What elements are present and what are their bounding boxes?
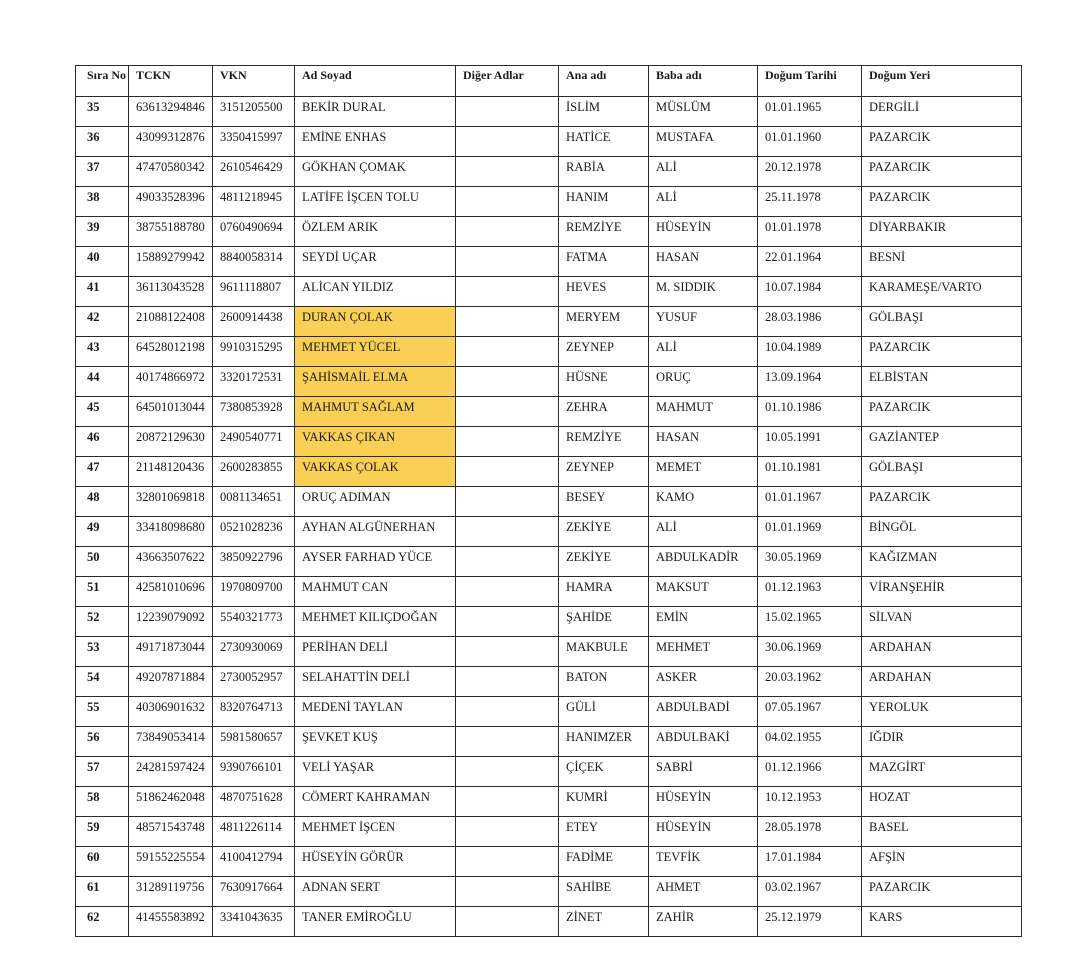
table-row xyxy=(76,247,1022,277)
cell-dogum-yeri: HOZAT xyxy=(862,787,1022,817)
cell-vkn: 2600283855 xyxy=(213,457,295,487)
cell-vkn: 0521028236 xyxy=(213,517,295,547)
cell-dogum-yeri: SİLVAN xyxy=(862,607,1022,637)
cell-tckn: 20872129630 xyxy=(129,427,213,457)
cell-diger-adlar xyxy=(456,397,559,427)
table-row xyxy=(76,607,1022,637)
cell-diger-adlar xyxy=(456,337,559,367)
cell-baba-adi: MEMET xyxy=(649,457,758,487)
header-diger-adlar: Diğer Adlar xyxy=(456,66,559,97)
cell-ana-adi: HANIM xyxy=(559,187,649,217)
cell-dogum-tarihi: 01.01.1967 xyxy=(758,487,862,517)
cell-vkn: 2730052957 xyxy=(213,667,295,697)
cell-ana-adi: MERYEM xyxy=(559,307,649,337)
cell-sira-no: 39 xyxy=(76,217,129,247)
table-row xyxy=(76,397,1022,427)
cell-diger-adlar xyxy=(456,787,559,817)
cell-tckn: 43099312876 xyxy=(129,127,213,157)
cell-dogum-yeri: AFŞİN xyxy=(862,847,1022,877)
cell-ana-adi: ZEYNEP xyxy=(559,457,649,487)
cell-diger-adlar xyxy=(456,157,559,187)
table-row xyxy=(76,727,1022,757)
cell-tckn: 43663507622 xyxy=(129,547,213,577)
cell-ad-soyad: ŞEVKET KUŞ xyxy=(295,727,456,757)
cell-sira-no: 45 xyxy=(76,397,129,427)
cell-dogum-yeri: ARDAHAN xyxy=(862,637,1022,667)
cell-ana-adi: HÜSNE xyxy=(559,367,649,397)
cell-tckn: 64501013044 xyxy=(129,397,213,427)
cell-dogum-tarihi: 07.05.1967 xyxy=(758,697,862,727)
cell-vkn: 5540321773 xyxy=(213,607,295,637)
cell-sira-no: 57 xyxy=(76,757,129,787)
cell-diger-adlar xyxy=(456,817,559,847)
cell-baba-adi: ALİ xyxy=(649,187,758,217)
cell-diger-adlar xyxy=(456,757,559,787)
cell-ana-adi: HATİCE xyxy=(559,127,649,157)
cell-dogum-yeri: KARS xyxy=(862,907,1022,937)
cell-diger-adlar xyxy=(456,457,559,487)
cell-dogum-tarihi: 01.12.1966 xyxy=(758,757,862,787)
records-table xyxy=(75,65,1022,937)
cell-baba-adi: ABDULBADİ xyxy=(649,697,758,727)
cell-ana-adi: HAMRA xyxy=(559,577,649,607)
cell-vkn: 8320764713 xyxy=(213,697,295,727)
cell-baba-adi: ALİ xyxy=(649,157,758,187)
cell-ana-adi: ŞAHİDE xyxy=(559,607,649,637)
cell-sira-no: 62 xyxy=(76,907,129,937)
cell-baba-adi: MÜSLÜM xyxy=(649,97,758,127)
cell-ana-adi: ZEYNEP xyxy=(559,337,649,367)
cell-vkn: 9611118807 xyxy=(213,277,295,307)
cell-dogum-tarihi: 28.05.1978 xyxy=(758,817,862,847)
cell-ad-soyad: MEHMET YÜCEL xyxy=(295,337,456,367)
cell-vkn: 3151205500 xyxy=(213,97,295,127)
cell-baba-adi: ORUÇ xyxy=(649,367,758,397)
cell-dogum-tarihi: 25.12.1979 xyxy=(758,907,862,937)
cell-ad-soyad: CÖMERT KAHRAMAN xyxy=(295,787,456,817)
cell-diger-adlar xyxy=(456,577,559,607)
cell-ad-soyad: GÖKHAN ÇOMAK xyxy=(295,157,456,187)
cell-baba-adi: M. SIDDIK xyxy=(649,277,758,307)
table-row xyxy=(76,217,1022,247)
table-row xyxy=(76,697,1022,727)
cell-sira-no: 49 xyxy=(76,517,129,547)
cell-dogum-tarihi: 01.12.1963 xyxy=(758,577,862,607)
table-row xyxy=(76,457,1022,487)
table-row xyxy=(76,277,1022,307)
table-row xyxy=(76,637,1022,667)
cell-tckn: 49033528396 xyxy=(129,187,213,217)
cell-tckn: 38755188780 xyxy=(129,217,213,247)
cell-ana-adi: RABİA xyxy=(559,157,649,187)
cell-ad-soyad: ÖZLEM ARIK xyxy=(295,217,456,247)
cell-ana-adi: REMZİYE xyxy=(559,427,649,457)
cell-tckn: 12239079092 xyxy=(129,607,213,637)
header-baba-adi: Baba adı xyxy=(649,66,758,97)
cell-sira-no: 37 xyxy=(76,157,129,187)
cell-ana-adi: FATMA xyxy=(559,247,649,277)
cell-ad-soyad: VAKKAS ÇOLAK xyxy=(295,457,456,487)
cell-sira-no: 50 xyxy=(76,547,129,577)
cell-diger-adlar xyxy=(456,547,559,577)
header-ad-soyad: Ad Soyad xyxy=(295,66,456,97)
cell-vkn: 1970809700 xyxy=(213,577,295,607)
cell-diger-adlar xyxy=(456,907,559,937)
cell-dogum-yeri: YEROLUK xyxy=(862,697,1022,727)
cell-ad-soyad: LATİFE İŞCEN TOLU xyxy=(295,187,456,217)
cell-vkn: 4811218945 xyxy=(213,187,295,217)
table-row xyxy=(76,667,1022,697)
cell-ad-soyad: ŞAHİSMAİL ELMA xyxy=(295,367,456,397)
cell-tckn: 73849053414 xyxy=(129,727,213,757)
cell-baba-adi: HASAN xyxy=(649,247,758,277)
table-row xyxy=(76,847,1022,877)
cell-dogum-yeri: IĞDIR xyxy=(862,727,1022,757)
cell-sira-no: 60 xyxy=(76,847,129,877)
table-row xyxy=(76,127,1022,157)
cell-diger-adlar xyxy=(456,97,559,127)
cell-dogum-tarihi: 17.01.1984 xyxy=(758,847,862,877)
cell-dogum-tarihi: 04.02.1955 xyxy=(758,727,862,757)
cell-sira-no: 35 xyxy=(76,97,129,127)
cell-dogum-yeri: GÖLBAŞI xyxy=(862,457,1022,487)
table-row xyxy=(76,487,1022,517)
cell-sira-no: 41 xyxy=(76,277,129,307)
cell-vkn: 0081134651 xyxy=(213,487,295,517)
cell-tckn: 15889279942 xyxy=(129,247,213,277)
cell-ana-adi: ZEKİYE xyxy=(559,517,649,547)
cell-vkn: 4811226114 xyxy=(213,817,295,847)
cell-baba-adi: HÜSEYİN xyxy=(649,817,758,847)
cell-vkn: 2730930069 xyxy=(213,637,295,667)
cell-tckn: 59155225554 xyxy=(129,847,213,877)
cell-baba-adi: HÜSEYİN xyxy=(649,217,758,247)
cell-diger-adlar xyxy=(456,307,559,337)
cell-ana-adi: MAKBULE xyxy=(559,637,649,667)
cell-sira-no: 59 xyxy=(76,817,129,847)
cell-tckn: 21088122408 xyxy=(129,307,213,337)
cell-vkn: 2490540771 xyxy=(213,427,295,457)
cell-tckn: 41455583892 xyxy=(129,907,213,937)
cell-sira-no: 36 xyxy=(76,127,129,157)
cell-ana-adi: ZEKİYE xyxy=(559,547,649,577)
cell-vkn: 2610546429 xyxy=(213,157,295,187)
cell-vkn: 7380853928 xyxy=(213,397,295,427)
cell-ana-adi: REMZİYE xyxy=(559,217,649,247)
cell-baba-adi: ZAHİR xyxy=(649,907,758,937)
cell-sira-no: 38 xyxy=(76,187,129,217)
cell-dogum-yeri: DERGİLİ xyxy=(862,97,1022,127)
cell-ana-adi: BATON xyxy=(559,667,649,697)
table-row xyxy=(76,577,1022,607)
cell-dogum-yeri: BESNİ xyxy=(862,247,1022,277)
cell-diger-adlar xyxy=(456,217,559,247)
cell-ad-soyad: MEHMET İŞCEN xyxy=(295,817,456,847)
cell-ad-soyad: SEYDİ UÇAR xyxy=(295,247,456,277)
cell-dogum-yeri: PAZARCIK xyxy=(862,187,1022,217)
cell-baba-adi: KAMO xyxy=(649,487,758,517)
cell-dogum-yeri: PAZARCIK xyxy=(862,397,1022,427)
cell-ad-soyad: VAKKAS ÇIKAN xyxy=(295,427,456,457)
cell-ad-soyad: ORUÇ ADIMAN xyxy=(295,487,456,517)
cell-dogum-yeri: GÖLBAŞI xyxy=(862,307,1022,337)
cell-dogum-yeri: DİYARBAKIR xyxy=(862,217,1022,247)
cell-ad-soyad: DURAN ÇOLAK xyxy=(295,307,456,337)
table-row xyxy=(76,157,1022,187)
cell-ana-adi: İSLİM xyxy=(559,97,649,127)
cell-tckn: 40174866972 xyxy=(129,367,213,397)
cell-vkn: 5981580657 xyxy=(213,727,295,757)
cell-sira-no: 53 xyxy=(76,637,129,667)
cell-tckn: 49207871884 xyxy=(129,667,213,697)
cell-dogum-tarihi: 01.10.1986 xyxy=(758,397,862,427)
document-page xyxy=(75,65,1021,937)
cell-vkn: 2600914438 xyxy=(213,307,295,337)
cell-diger-adlar xyxy=(456,697,559,727)
cell-ana-adi: KUMRİ xyxy=(559,787,649,817)
cell-tckn: 21148120436 xyxy=(129,457,213,487)
cell-vkn: 9390766101 xyxy=(213,757,295,787)
header-dogum-tarihi: Doğum Tarihi xyxy=(758,66,862,97)
cell-sira-no: 40 xyxy=(76,247,129,277)
cell-ad-soyad: EMİNE ENHAS xyxy=(295,127,456,157)
cell-ad-soyad: AYSER FARHAD YÜCE xyxy=(295,547,456,577)
cell-diger-adlar xyxy=(456,877,559,907)
cell-ad-soyad: BEKİR DURAL xyxy=(295,97,456,127)
cell-dogum-tarihi: 01.10.1981 xyxy=(758,457,862,487)
cell-baba-adi: HASAN xyxy=(649,427,758,457)
cell-sira-no: 54 xyxy=(76,667,129,697)
cell-dogum-yeri: KARAMEŞE/VARTO xyxy=(862,277,1022,307)
cell-sira-no: 46 xyxy=(76,427,129,457)
cell-baba-adi: ALİ xyxy=(649,337,758,367)
cell-dogum-tarihi: 01.01.1965 xyxy=(758,97,862,127)
cell-baba-adi: YUSUF xyxy=(649,307,758,337)
table-row xyxy=(76,817,1022,847)
cell-dogum-tarihi: 22.01.1964 xyxy=(758,247,862,277)
cell-sira-no: 43 xyxy=(76,337,129,367)
cell-sira-no: 52 xyxy=(76,607,129,637)
cell-ad-soyad: AYHAN ALGÜNERHAN xyxy=(295,517,456,547)
table-header-row xyxy=(76,66,1022,97)
cell-dogum-yeri: ARDAHAN xyxy=(862,667,1022,697)
cell-dogum-tarihi: 10.12.1953 xyxy=(758,787,862,817)
cell-vkn: 3341043635 xyxy=(213,907,295,937)
cell-sira-no: 51 xyxy=(76,577,129,607)
cell-baba-adi: ASKER xyxy=(649,667,758,697)
cell-diger-adlar xyxy=(456,247,559,277)
cell-dogum-yeri: KAĞIZMAN xyxy=(862,547,1022,577)
cell-dogum-tarihi: 25.11.1978 xyxy=(758,187,862,217)
table-row xyxy=(76,907,1022,937)
cell-tckn: 36113043528 xyxy=(129,277,213,307)
cell-dogum-tarihi: 20.12.1978 xyxy=(758,157,862,187)
cell-vkn: 7630917664 xyxy=(213,877,295,907)
header-dogum-yeri: Doğum Yeri xyxy=(862,66,1022,97)
cell-baba-adi: EMİN xyxy=(649,607,758,637)
cell-dogum-yeri: PAZARCIK xyxy=(862,877,1022,907)
cell-dogum-yeri: PAZARCIK xyxy=(862,127,1022,157)
cell-dogum-yeri: BASEL xyxy=(862,817,1022,847)
cell-ana-adi: GÜLİ xyxy=(559,697,649,727)
cell-dogum-yeri: BİNGÖL xyxy=(862,517,1022,547)
cell-baba-adi: TEVFİK xyxy=(649,847,758,877)
cell-baba-adi: ABDULKADİR xyxy=(649,547,758,577)
cell-ad-soyad: MAHMUT SAĞLAM xyxy=(295,397,456,427)
cell-dogum-yeri: VİRANŞEHİR xyxy=(862,577,1022,607)
cell-diger-adlar xyxy=(456,637,559,667)
table-row xyxy=(76,307,1022,337)
table-row xyxy=(76,367,1022,397)
cell-sira-no: 48 xyxy=(76,487,129,517)
cell-dogum-yeri: PAZARCIK xyxy=(862,487,1022,517)
cell-dogum-yeri: MAZGİRT xyxy=(862,757,1022,787)
cell-tckn: 64528012198 xyxy=(129,337,213,367)
table-row xyxy=(76,517,1022,547)
cell-sira-no: 42 xyxy=(76,307,129,337)
cell-dogum-tarihi: 30.06.1969 xyxy=(758,637,862,667)
cell-dogum-yeri: PAZARCIK xyxy=(862,337,1022,367)
cell-ana-adi: ZEHRA xyxy=(559,397,649,427)
table-body xyxy=(76,97,1022,937)
cell-dogum-tarihi: 01.01.1960 xyxy=(758,127,862,157)
cell-ad-soyad: MEHMET KILIÇDOĞAN xyxy=(295,607,456,637)
cell-ad-soyad: MEDENİ TAYLAN xyxy=(295,697,456,727)
cell-dogum-tarihi: 10.05.1991 xyxy=(758,427,862,457)
cell-dogum-tarihi: 13.09.1964 xyxy=(758,367,862,397)
table-row xyxy=(76,547,1022,577)
cell-ad-soyad: SELAHATTİN DELİ xyxy=(295,667,456,697)
cell-ad-soyad: MAHMUT CAN xyxy=(295,577,456,607)
cell-baba-adi: ABDULBAKİ xyxy=(649,727,758,757)
cell-ana-adi: FADİME xyxy=(559,847,649,877)
table-row xyxy=(76,427,1022,457)
header-ana-adi: Ana adı xyxy=(559,66,649,97)
table-row xyxy=(76,97,1022,127)
cell-dogum-tarihi: 10.07.1984 xyxy=(758,277,862,307)
cell-sira-no: 58 xyxy=(76,787,129,817)
cell-vkn: 0760490694 xyxy=(213,217,295,247)
cell-diger-adlar xyxy=(456,847,559,877)
cell-ana-adi: ÇİÇEK xyxy=(559,757,649,787)
cell-ad-soyad: ALİCAN YILDIZ xyxy=(295,277,456,307)
cell-sira-no: 44 xyxy=(76,367,129,397)
cell-ana-adi: BESEY xyxy=(559,487,649,517)
header-tckn: TCKN xyxy=(129,66,213,97)
cell-diger-adlar xyxy=(456,187,559,217)
cell-tckn: 32801069818 xyxy=(129,487,213,517)
cell-baba-adi: ALİ xyxy=(649,517,758,547)
cell-sira-no: 55 xyxy=(76,697,129,727)
cell-tckn: 40306901632 xyxy=(129,697,213,727)
cell-ad-soyad: VELİ YAŞAR xyxy=(295,757,456,787)
cell-diger-adlar xyxy=(456,727,559,757)
cell-dogum-tarihi: 03.02.1967 xyxy=(758,877,862,907)
cell-baba-adi: MAKSUT xyxy=(649,577,758,607)
header-sira-no: Sıra No xyxy=(76,66,129,97)
cell-diger-adlar xyxy=(456,607,559,637)
cell-ad-soyad: PERİHAN DELİ xyxy=(295,637,456,667)
cell-diger-adlar xyxy=(456,487,559,517)
cell-dogum-tarihi: 15.02.1965 xyxy=(758,607,862,637)
cell-baba-adi: HÜSEYİN xyxy=(649,787,758,817)
cell-vkn: 3850922796 xyxy=(213,547,295,577)
cell-diger-adlar xyxy=(456,667,559,697)
cell-tckn: 49171873044 xyxy=(129,637,213,667)
cell-ana-adi: HEVES xyxy=(559,277,649,307)
table-row xyxy=(76,787,1022,817)
cell-ad-soyad: HÜSEYİN GÖRÜR xyxy=(295,847,456,877)
cell-ana-adi: ETEY xyxy=(559,817,649,847)
cell-dogum-tarihi: 01.01.1969 xyxy=(758,517,862,547)
table-row xyxy=(76,337,1022,367)
cell-tckn: 24281597424 xyxy=(129,757,213,787)
cell-tckn: 42581010696 xyxy=(129,577,213,607)
cell-dogum-tarihi: 28.03.1986 xyxy=(758,307,862,337)
cell-tckn: 51862462048 xyxy=(129,787,213,817)
cell-tckn: 48571543748 xyxy=(129,817,213,847)
cell-dogum-tarihi: 30.05.1969 xyxy=(758,547,862,577)
cell-diger-adlar xyxy=(456,127,559,157)
cell-vkn: 3320172531 xyxy=(213,367,295,397)
table-row xyxy=(76,187,1022,217)
cell-tckn: 63613294846 xyxy=(129,97,213,127)
cell-ana-adi: HANIMZER xyxy=(559,727,649,757)
cell-sira-no: 47 xyxy=(76,457,129,487)
cell-diger-adlar xyxy=(456,367,559,397)
cell-dogum-tarihi: 10.04.1989 xyxy=(758,337,862,367)
cell-baba-adi: MUSTAFA xyxy=(649,127,758,157)
cell-dogum-tarihi: 01.01.1978 xyxy=(758,217,862,247)
cell-dogum-yeri: PAZARCIK xyxy=(862,157,1022,187)
cell-ad-soyad: TANER EMİROĞLU xyxy=(295,907,456,937)
cell-dogum-yeri: ELBİSTAN xyxy=(862,367,1022,397)
cell-tckn: 31289119756 xyxy=(129,877,213,907)
table-row xyxy=(76,757,1022,787)
cell-ana-adi: ZİNET xyxy=(559,907,649,937)
cell-sira-no: 56 xyxy=(76,727,129,757)
cell-ana-adi: SAHİBE xyxy=(559,877,649,907)
cell-sira-no: 61 xyxy=(76,877,129,907)
cell-baba-adi: SABRİ xyxy=(649,757,758,787)
cell-vkn: 4100412794 xyxy=(213,847,295,877)
cell-ad-soyad: ADNAN SERT xyxy=(295,877,456,907)
cell-vkn: 4870751628 xyxy=(213,787,295,817)
cell-tckn: 47470580342 xyxy=(129,157,213,187)
header-vkn: VKN xyxy=(213,66,295,97)
cell-baba-adi: MEHMET xyxy=(649,637,758,667)
cell-dogum-yeri: GAZİANTEP xyxy=(862,427,1022,457)
cell-baba-adi: MAHMUT xyxy=(649,397,758,427)
table-row xyxy=(76,877,1022,907)
cell-diger-adlar xyxy=(456,427,559,457)
cell-vkn: 8840058314 xyxy=(213,247,295,277)
cell-vkn: 9910315295 xyxy=(213,337,295,367)
cell-vkn: 3350415997 xyxy=(213,127,295,157)
cell-tckn: 33418098680 xyxy=(129,517,213,547)
cell-baba-adi: AHMET xyxy=(649,877,758,907)
cell-diger-adlar xyxy=(456,517,559,547)
cell-diger-adlar xyxy=(456,277,559,307)
cell-dogum-tarihi: 20.03.1962 xyxy=(758,667,862,697)
